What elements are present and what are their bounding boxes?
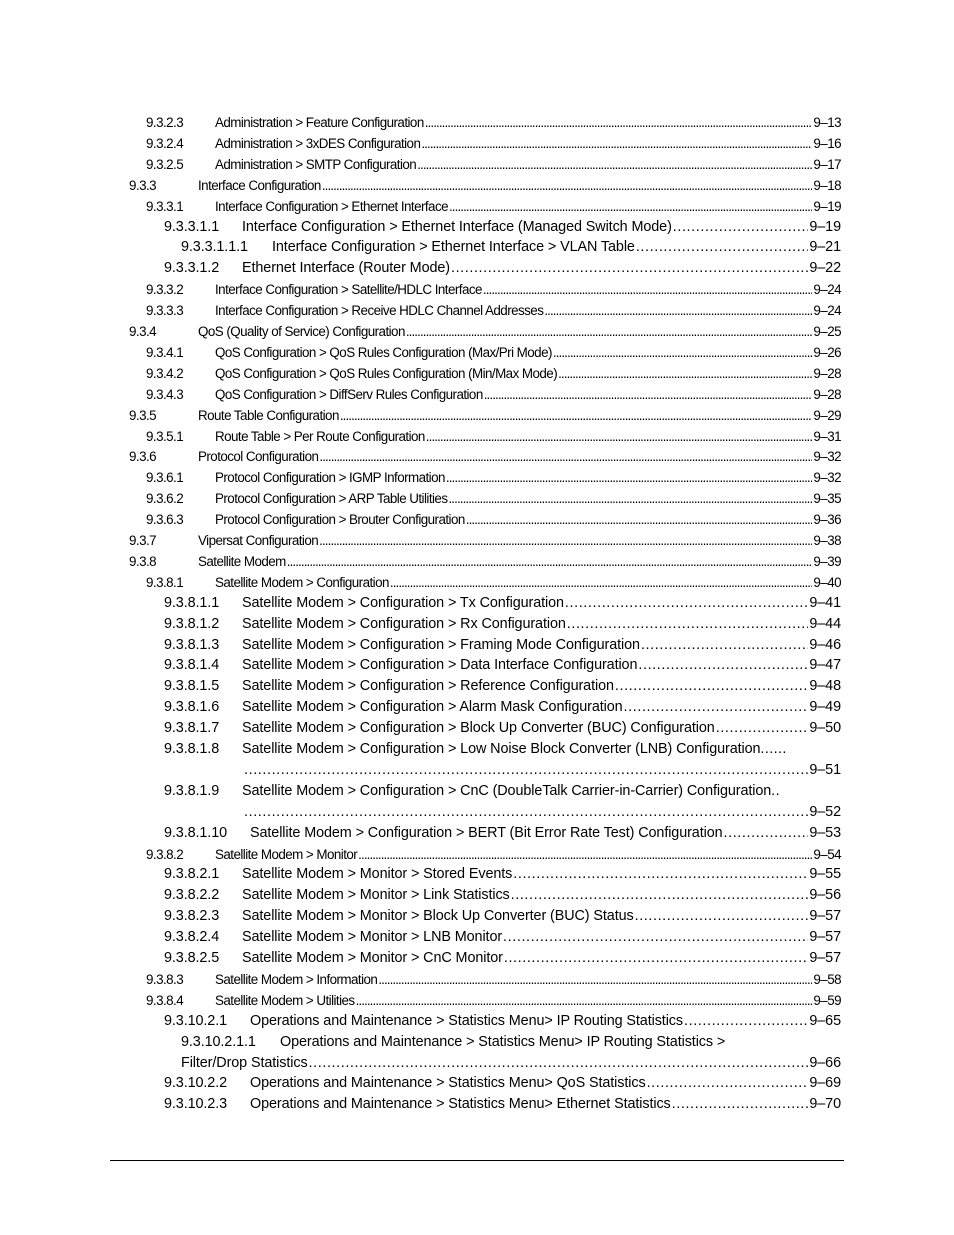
toc-entry[interactable] [146,363,841,384]
toc-number: 9.3.8.1.3 [164,636,220,653]
toc-page-number: 9–24 [813,303,841,319]
toc-title: Interface Configuration > Ethernet Interface > VLAN Table [272,239,635,256]
toc-entry[interactable] [164,697,841,718]
toc-leader-dots: .. [771,782,780,799]
toc-page-number: 9–28 [813,386,841,402]
toc-title: Satellite Modem > Configuration > Data Interface Configuration [242,657,638,674]
toc-entry[interactable] [164,676,841,697]
toc-number: 9.3.8.1.10 [164,824,228,841]
toc-leader [641,635,808,656]
toc-entry[interactable] [164,1011,841,1032]
toc-title: Satellite Modem > Configuration > Block Up Converter (BUC) Configuration [242,720,715,737]
toc-title: Satellite Modem > Information [215,971,378,987]
toc-entry[interactable] [164,718,841,739]
toc-leader [451,258,808,279]
toc-number: 9.3.8.1.5 [164,678,220,695]
toc-title: Interface Configuration > Ethernet Interface (Managed Switch Mode) [242,218,672,235]
toc-number: 9.3.8.2 [146,846,184,862]
footer-rule [110,1160,844,1161]
toc-title: Satellite Modem > Configuration > Alarm Mask Configuration [242,699,623,716]
toc-page-number: 9–41 [809,594,841,611]
toc-page-number: 9–13 [813,115,841,130]
toc-number: 9.3.8.1.1 [164,594,220,611]
toc-leader-dots: ...... [760,741,787,757]
toc-number: 9.3.2.5 [146,156,184,172]
toc-entry[interactable] [164,614,841,635]
toc-leader [358,844,812,865]
toc-entry[interactable] [164,1094,841,1115]
toc-entry[interactable] [129,446,841,467]
toc-title: Satellite Modem > Monitor > Block Up Converter (BUC) Status [242,908,634,925]
toc-number: 9.3.10.2.2 [164,1075,228,1092]
toc-title: Satellite Modem > Configuration > CnC (DoubleTalk Carrier-in-Carrier) Configuration [242,782,772,799]
toc-entry-continuation[interactable] [181,1053,841,1074]
toc-number: 9.3.8.4 [146,992,184,1008]
toc-title: QoS (Quality of Service) Configuration [198,324,405,339]
toc-title: Satellite Modem > Configuration > BERT (Bit Error Rate Test) Configuration [250,824,723,841]
toc-page-number: 9–35 [813,491,841,507]
toc-entry[interactable] [146,279,841,300]
toc-title: Protocol Configuration > IGMP Information [215,470,445,486]
toc-title: Protocol Configuration > Brouter Configuration [215,512,465,528]
toc-leader [390,572,813,593]
toc-number: 9.3.2.4 [146,135,184,151]
toc-number: 9.3.8.2.4 [164,929,220,946]
toc-leader [724,823,809,844]
toc-page-number: 9–16 [813,135,841,151]
toc-entry[interactable] [164,217,841,238]
toc-leader [647,1073,809,1094]
toc-page-number: 9–29 [813,407,841,423]
toc-page-number: 9–65 [809,1012,841,1029]
toc-number: 9.3.5 [129,407,157,423]
toc-number: 9.3.10.2.1 [164,1012,228,1029]
toc-entry[interactable] [129,530,841,551]
toc-number: 9.3.6.3 [146,512,184,528]
toc-title: Interface Configuration > Receive HDLC Channel Addresses [215,303,544,319]
toc-entry[interactable] [146,384,841,405]
toc-entry[interactable] [164,593,841,614]
toc-number: 9.3.10.2.1.1 [181,1033,256,1050]
toc-title: Protocol Configuration [198,449,319,465]
toc-number: 9.3.3.1 [146,198,184,214]
toc-title: Operations and Maintenance > Statistics Menu> IP Routing Statistics [250,1012,683,1029]
toc-number: 9.3.6.2 [146,491,184,507]
toc-leader [309,1053,809,1074]
toc-entry[interactable] [181,237,841,258]
toc-leader [466,509,813,530]
toc-title: Satellite Modem [198,553,286,569]
toc-title: Administration > Feature Configuration [215,115,424,130]
toc-title: Interface Configuration > Satellite/HDLC Interface [215,282,482,298]
toc-number: 9.3.6 [129,449,157,465]
toc-leader [684,1011,808,1032]
toc-page-number: 9–44 [809,615,841,632]
toc-page-number: 9–47 [809,657,841,674]
toc-leader [511,885,809,906]
toc-leader [672,1094,809,1115]
toc-page-number: 9–38 [813,533,841,548]
toc-entry[interactable] [164,1073,841,1094]
toc-page-number: 9–40 [813,574,841,590]
toc-title: Satellite Modem > Configuration > Framing Mode Configuration [242,636,640,653]
toc-entry[interactable] [146,990,841,1011]
toc-entry[interactable] [146,154,841,175]
toc-page-number: 9–26 [813,344,841,360]
toc-entry[interactable] [146,844,841,865]
toc-title: Route Table Configuration [198,407,339,423]
toc-page-number: 9–18 [813,177,841,193]
toc-entry-continuation[interactable] [244,760,841,781]
toc-entry[interactable] [129,551,841,572]
toc-number: 9.3.7 [129,533,157,548]
toc-page-number: 9–54 [813,846,841,862]
toc-page-number: 9–50 [809,720,841,737]
toc-entry[interactable] [164,927,841,948]
toc-leader [716,718,809,739]
toc-leader [446,467,813,488]
toc-number: 9.3.4.3 [146,386,184,402]
toc-title: Administration > 3xDES Configuration [215,135,421,151]
toc-title: Satellite Modem > Configuration > Tx Configuration [242,594,564,611]
toc-title: Satellite Modem > Configuration > Reference Configuration [242,678,614,695]
toc-entry[interactable] [146,112,841,133]
toc-page-number: 9–58 [813,971,841,987]
toc-page-number: 9–32 [813,449,841,465]
toc-entry[interactable] [146,572,841,593]
toc-title: Operations and Maintenance > Statistics Menu> Ethernet Statistics [250,1096,671,1113]
toc-number: 9.3.8.2.2 [164,887,220,904]
toc-leader [244,760,808,781]
toc-entry[interactable] [129,405,841,426]
toc-leader [319,446,812,467]
toc-page-number: 9–57 [809,908,841,925]
toc-title: Satellite Modem > Configuration [215,574,389,590]
toc-number: 9.3.8 [129,553,157,569]
toc-leader [425,112,813,133]
toc-number: 9.3.8.1.4 [164,657,220,674]
toc-page-number: 9–52 [809,803,841,820]
toc-title: Protocol Configuration > ARP Table Utilities [215,491,448,507]
toc-leader [378,969,812,990]
toc-entry[interactable] [146,969,841,990]
toc-entry[interactable] [181,1032,841,1053]
toc-entry[interactable] [146,133,841,154]
toc-leader [635,906,809,927]
toc-page-number: 9–28 [813,365,841,381]
toc-leader [421,133,812,154]
toc-page-number: 9–69 [809,1075,841,1092]
toc-title: QoS Configuration > DiffServ Rules Configuration [215,386,483,402]
toc-title: Satellite Modem > Monitor > LNB Monitor [242,929,503,946]
toc-leader [636,237,809,258]
toc-title-continuation: Filter/Drop Statistics [181,1054,308,1071]
toc-leader [624,697,809,718]
toc-entry[interactable] [164,885,841,906]
toc-number: 9.3.3.1.1.1 [181,239,248,256]
toc-number: 9.3.8.1.6 [164,699,220,716]
toc-leader [448,488,812,509]
toc-entry[interactable] [164,739,841,760]
toc-page-number: 9–53 [809,824,841,841]
toc-number: 9.3.5.1 [146,428,184,444]
toc-title: Route Table > Per Route Configuration [215,428,425,444]
toc-page-number: 9–32 [813,470,841,486]
toc-title: Satellite Modem > Monitor > CnC Monitor [242,950,503,966]
toc-leader [356,990,813,1011]
toc-page-number: 9–70 [809,1096,841,1113]
toc-number: 9.3.4.2 [146,365,184,381]
toc-page-number: 9–66 [809,1054,841,1071]
toc-leader [319,530,812,551]
toc-title: Satellite Modem > Utilities [215,992,355,1008]
toc-leader [544,300,812,321]
toc-leader [503,927,808,948]
toc-title: Operations and Maintenance > Statistics Menu> IP Routing Statistics > [280,1033,726,1050]
toc-entry[interactable] [146,342,841,363]
toc-title: Interface Configuration > Ethernet Interface [215,198,448,214]
toc-page-number: 9–17 [813,156,841,172]
toc-leader [673,217,809,238]
toc-number: 9.3.8.2.3 [164,908,220,925]
toc-leader [322,175,813,196]
toc-title: Ethernet Interface (Router Mode) [242,260,450,277]
toc-entry-continuation[interactable] [244,802,841,823]
toc-entry[interactable] [164,864,841,885]
toc-number: 9.3.8.1.8 [164,741,220,757]
toc-number: 9.3.8.1 [146,574,184,590]
toc-page-number: 9–22 [809,260,841,277]
toc-number: 9.3.8.2.1 [164,866,220,883]
toc-leader [406,321,813,342]
toc-leader [513,864,808,885]
toc-entry[interactable] [129,321,841,342]
toc-number: 9.3.8.1.9 [164,782,220,799]
toc-entry[interactable] [164,781,841,802]
toc-number: 9.3.8.3 [146,971,184,987]
toc-leader [426,426,813,447]
toc-entry[interactable] [164,948,841,969]
toc-leader [553,342,813,363]
toc-number: 9.3.4.1 [146,344,184,360]
toc-page-number: 9–39 [813,553,841,569]
toc-title: Satellite Modem > Configuration > Rx Configuration [242,615,566,632]
toc-title: Satellite Modem > Monitor [215,846,358,862]
toc-leader [417,154,812,175]
toc-number: 9.3.3.3 [146,303,184,319]
toc-number: 9.3.8.1.7 [164,720,220,737]
toc-title: Administration > SMTP Configuration [215,156,417,172]
toc-title: Satellite Modem > Monitor > Stored Events [242,866,513,883]
toc-page-number: 9–19 [813,198,841,214]
toc-leader [504,948,809,969]
toc-entry[interactable] [164,655,841,676]
toc-leader [567,614,809,635]
toc-page-number: 9–24 [813,282,841,298]
toc-page-number: 9–56 [809,887,841,904]
toc-page-number: 9–25 [813,324,841,339]
toc-page-number: 9–31 [813,428,841,444]
toc-leader [244,802,808,823]
toc-page-number: 9–59 [813,992,841,1008]
toc-leader [565,593,808,614]
toc-leader [483,279,813,300]
toc-number: 9.3.3 [129,177,157,193]
toc-entry[interactable] [146,300,841,321]
toc-page-number: 9–21 [809,239,841,256]
toc-page-number: 9–19 [809,218,841,235]
toc-page-number: 9–49 [809,699,841,716]
toc-entry[interactable] [146,467,841,488]
toc-page-number: 9–51 [809,761,841,778]
toc-entry[interactable] [164,258,841,279]
toc-page-number: 9–46 [809,636,841,653]
toc-leader [287,551,813,572]
toc-leader [615,676,809,697]
toc-page-number: 9–57 [809,950,841,966]
toc-number: 9.3.8.1.2 [164,615,220,632]
toc-page-number: 9–57 [809,929,841,946]
toc-number: 9.3.3.1.1 [164,218,220,235]
toc-entry[interactable] [164,906,841,927]
toc-leader [340,405,813,426]
toc-entry[interactable] [164,823,841,844]
toc-entry[interactable] [146,509,841,530]
toc-entry[interactable] [146,196,841,217]
toc-number: 9.3.2.3 [146,115,184,130]
toc-title: Vipersat Configuration [198,533,319,548]
toc-title: Interface Configuration [198,177,321,193]
toc-number: 9.3.10.2.3 [164,1096,228,1113]
toc-leader [484,384,813,405]
toc-entry[interactable] [129,175,841,196]
toc-page-number: 9–55 [809,866,841,883]
toc-title: QoS Configuration > QoS Rules Configuration (Max/Pri Mode) [215,344,552,360]
toc-leader [638,655,808,676]
toc-leader [558,363,812,384]
toc-entry[interactable] [146,488,841,509]
toc-entry[interactable] [164,635,841,656]
toc-number: 9.3.8.2.5 [164,950,220,966]
toc-number: 9.3.4 [129,324,157,339]
toc-title: Satellite Modem > Monitor > Link Statistics [242,887,510,904]
toc-leader [449,196,812,217]
toc-title: Satellite Modem > Configuration > Low Noise Block Converter (LNB) Configuration [242,741,761,757]
toc-number: 9.3.3.2 [146,282,184,298]
toc-entry[interactable] [146,426,841,447]
toc-title: Operations and Maintenance > Statistics Menu> QoS Statistics [250,1075,646,1092]
toc-page-number: 9–36 [813,512,841,528]
toc-title: QoS Configuration > QoS Rules Configuration (Min/Max Mode) [215,365,558,381]
toc-number: 9.3.3.1.2 [164,260,220,277]
toc-number: 9.3.6.1 [146,470,184,486]
toc-page-number: 9–48 [809,678,841,695]
